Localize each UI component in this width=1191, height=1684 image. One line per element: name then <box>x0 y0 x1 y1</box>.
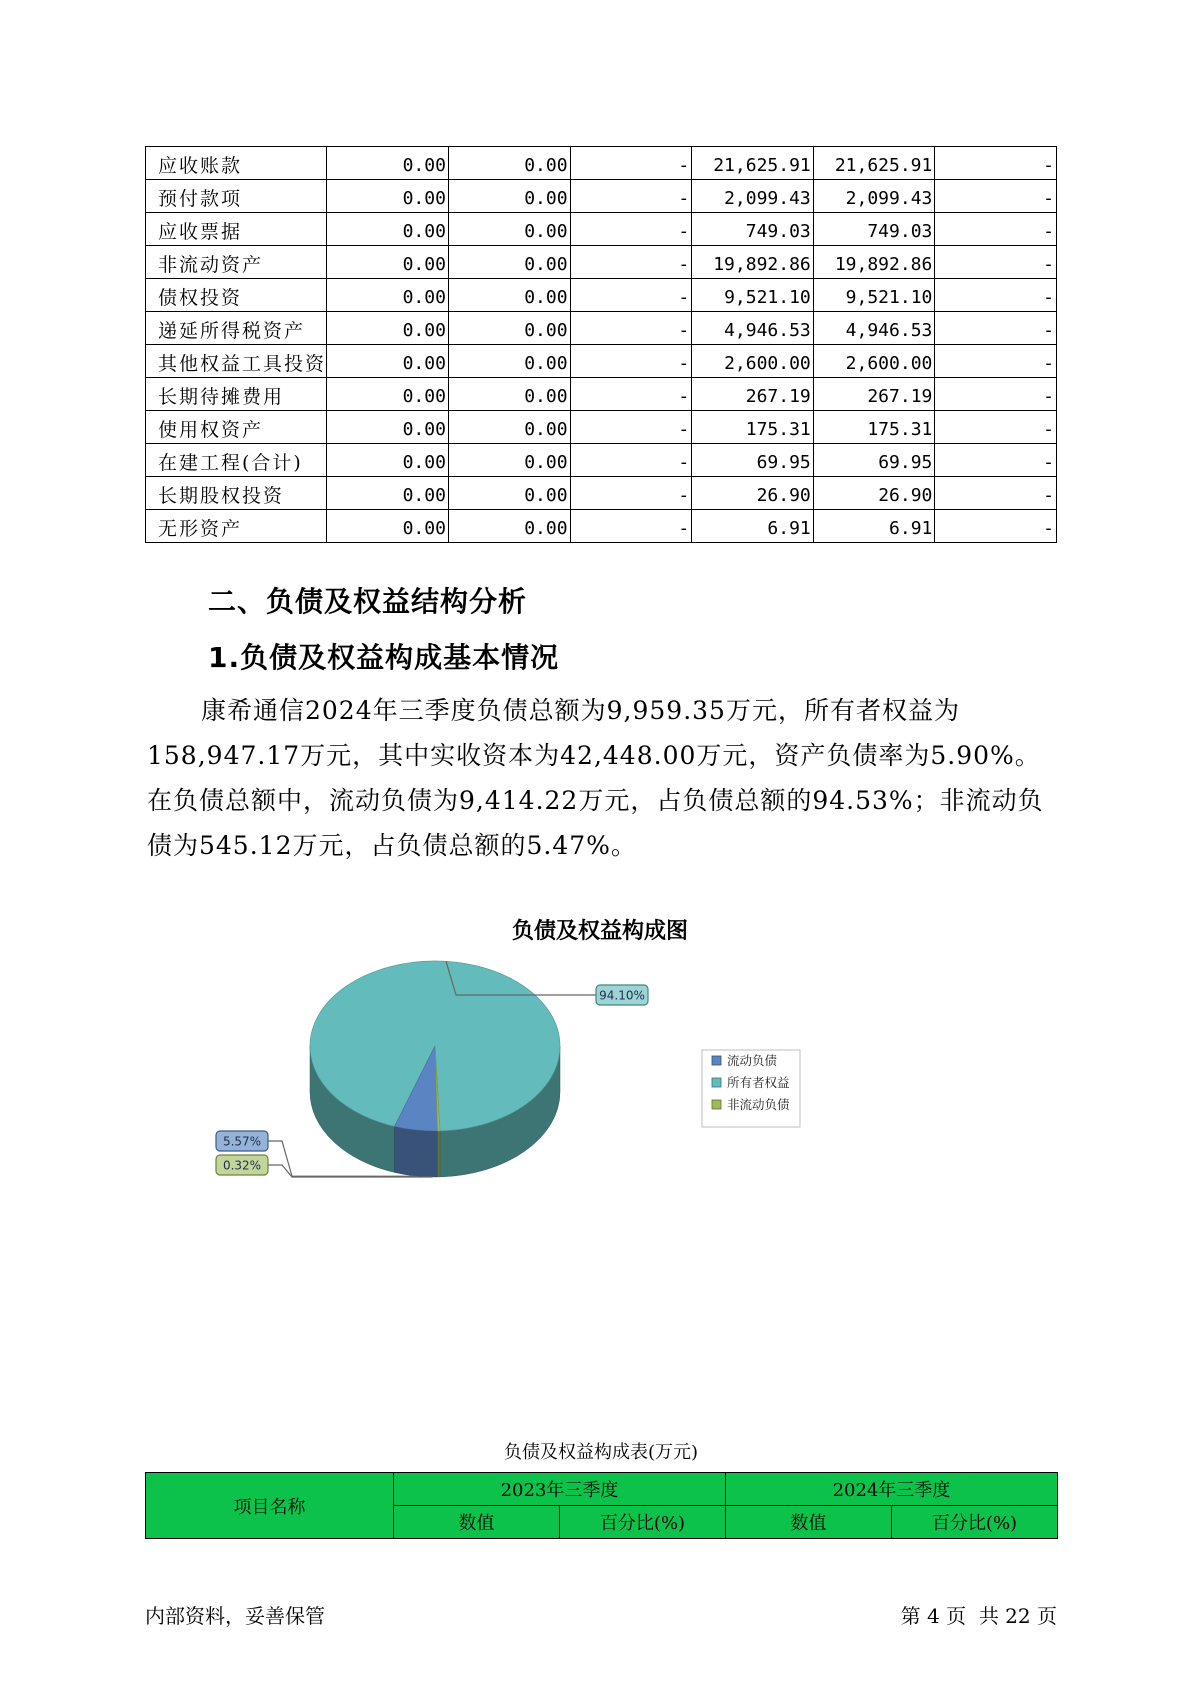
table-caption: 负债及权益构成表(万元) <box>503 1442 699 1463</box>
cell-value: - <box>935 510 1057 543</box>
legend <box>702 1050 800 1127</box>
cell-value: - <box>935 411 1057 444</box>
cell-value: - <box>935 312 1057 345</box>
header-item-name: 项目名称 <box>146 1473 394 1539</box>
header-value-2024: 数值 <box>726 1506 892 1539</box>
cell-value: 26.90 <box>813 477 935 510</box>
table-row <box>146 444 1057 477</box>
pie-side-0 <box>394 1126 437 1177</box>
section-heading: 二、负债及权益结构分析 <box>208 585 528 618</box>
cell-value: - <box>570 345 692 378</box>
cell-value: - <box>570 411 692 444</box>
cell-value: 0.00 <box>327 213 449 246</box>
footer-page-number: 第 4 页 共 22 页 <box>900 1604 1057 1628</box>
cell-value: - <box>935 477 1057 510</box>
cell-value: 0.00 <box>448 411 570 444</box>
cell-value: 0.00 <box>327 477 449 510</box>
data-label-text: 94.10% <box>599 988 645 1003</box>
table-row <box>146 213 1057 246</box>
cell-value: 0.00 <box>327 444 449 477</box>
table-row <box>146 378 1057 411</box>
cell-value: - <box>935 213 1057 246</box>
table-row <box>146 510 1057 543</box>
cell-value: 175.31 <box>813 411 935 444</box>
cell-value: - <box>570 312 692 345</box>
cell-value: - <box>935 279 1057 312</box>
cell-value: 749.03 <box>813 213 935 246</box>
cell-value: 0.00 <box>448 147 570 180</box>
row-label: 长期股权投资 <box>146 477 327 510</box>
row-label: 无形资产 <box>146 510 327 543</box>
cell-value: 6.91 <box>813 510 935 543</box>
pie-side-2 <box>437 1131 440 1177</box>
row-label: 应收票据 <box>146 213 327 246</box>
cell-value: 9,521.10 <box>813 279 935 312</box>
summary-paragraph <box>147 688 1059 868</box>
cell-value: - <box>935 444 1057 477</box>
cell-value: - <box>570 444 692 477</box>
cell-value: 4,946.53 <box>813 312 935 345</box>
cell-value: 749.03 <box>692 213 814 246</box>
cell-value: 69.95 <box>692 444 814 477</box>
header-period-2024: 2024年三季度 <box>726 1473 1058 1506</box>
cell-value: 0.00 <box>327 510 449 543</box>
table-row <box>146 246 1057 279</box>
pie-chart <box>0 950 1191 1350</box>
row-label: 递延所得税资产 <box>146 312 327 345</box>
legend-swatch <box>712 1078 721 1087</box>
cell-value: 0.00 <box>448 510 570 543</box>
cell-value: - <box>935 180 1057 213</box>
cell-value: 0.00 <box>327 147 449 180</box>
row-label: 非流动资产 <box>146 246 327 279</box>
cell-value: 0.00 <box>327 378 449 411</box>
cell-value: - <box>570 147 692 180</box>
legend-item: 非流动负债 <box>727 1097 790 1112</box>
row-label: 使用权资产 <box>146 411 327 444</box>
table-row <box>146 180 1057 213</box>
cell-value: 0.00 <box>448 180 570 213</box>
cell-value: 0.00 <box>327 279 449 312</box>
cell-value: - <box>935 246 1057 279</box>
table-row <box>146 279 1057 312</box>
cell-value: 21,625.91 <box>692 147 814 180</box>
table-row <box>146 411 1057 444</box>
cell-value: 0.00 <box>327 345 449 378</box>
cell-value: 6.91 <box>692 510 814 543</box>
cell-value: 0.00 <box>448 312 570 345</box>
legend-swatch <box>712 1056 721 1065</box>
asset-table <box>145 146 1057 543</box>
data-label-text: 5.57% <box>222 1134 262 1149</box>
cell-value: 9,521.10 <box>692 279 814 312</box>
legend-item: 流动负债 <box>727 1053 778 1068</box>
header-period-2023: 2023年三季度 <box>394 1473 726 1506</box>
cell-value: 21,625.91 <box>813 147 935 180</box>
cell-value: 4,946.53 <box>692 312 814 345</box>
chart-title: 负债及权益构成图 <box>511 919 688 944</box>
cell-value: 2,600.00 <box>692 345 814 378</box>
header-pct-2024: 百分比(%) <box>892 1506 1058 1539</box>
cell-value: - <box>570 378 692 411</box>
header-pct-2023: 百分比(%) <box>560 1506 726 1539</box>
cell-value: 175.31 <box>692 411 814 444</box>
cell-value: 0.00 <box>327 246 449 279</box>
cell-value: 0.00 <box>448 279 570 312</box>
cell-value: 0.00 <box>448 378 570 411</box>
legend-item: 所有者权益 <box>727 1075 790 1090</box>
cell-value: 0.00 <box>448 444 570 477</box>
cell-value: - <box>570 180 692 213</box>
cell-value: 26.90 <box>692 477 814 510</box>
cell-value: 0.00 <box>448 213 570 246</box>
cell-value: 267.19 <box>813 378 935 411</box>
cell-value: 19,892.86 <box>813 246 935 279</box>
structure-table <box>145 1472 1058 1539</box>
cell-value: 2,099.43 <box>813 180 935 213</box>
cell-value: - <box>570 279 692 312</box>
cell-value: - <box>570 477 692 510</box>
table-row <box>146 345 1057 378</box>
table-row <box>146 477 1057 510</box>
cell-value: 0.00 <box>327 312 449 345</box>
row-label: 在建工程(合计) <box>146 444 327 477</box>
cell-value: - <box>935 378 1057 411</box>
summary-text: 康希通信2024年三季度负债总额为9,959.35万元，所有者权益为158,947.17万元，其中实收资本为42,448.00万元，资产负债率为5.90%。在负债总额中，流动负债为9,414.22万元，占负债总额的94.53%；非流动负债为545.12万元，占负债总额的5.47%。 <box>147 696 1044 860</box>
table-row <box>146 147 1057 180</box>
legend-swatch <box>712 1100 721 1109</box>
row-label: 应收账款 <box>146 147 327 180</box>
cell-value: 0.00 <box>327 180 449 213</box>
cell-value: - <box>570 510 692 543</box>
row-label: 其他权益工具投资 <box>146 345 327 378</box>
cell-value: 0.00 <box>448 345 570 378</box>
cell-value: 69.95 <box>813 444 935 477</box>
cell-value: 2,099.43 <box>692 180 814 213</box>
cell-value: 0.00 <box>448 477 570 510</box>
row-label: 债权投资 <box>146 279 327 312</box>
cell-value: 0.00 <box>327 411 449 444</box>
cell-value: - <box>935 345 1057 378</box>
cell-value: 19,892.86 <box>692 246 814 279</box>
cell-value: 0.00 <box>448 246 570 279</box>
subsection-heading: 1.负债及权益构成基本情况 <box>208 641 560 674</box>
cell-value: - <box>570 246 692 279</box>
cell-value: - <box>935 147 1057 180</box>
cell-value: 267.19 <box>692 378 814 411</box>
cell-value: - <box>570 213 692 246</box>
row-label: 预付款项 <box>146 180 327 213</box>
table-row <box>146 312 1057 345</box>
data-label-text: 0.32% <box>222 1158 262 1173</box>
footer-confidential: 内部资料，妥善保管 <box>145 1604 325 1628</box>
cell-value: 2,600.00 <box>813 345 935 378</box>
row-label: 长期待摊费用 <box>146 378 327 411</box>
header-value-2023: 数值 <box>394 1506 560 1539</box>
